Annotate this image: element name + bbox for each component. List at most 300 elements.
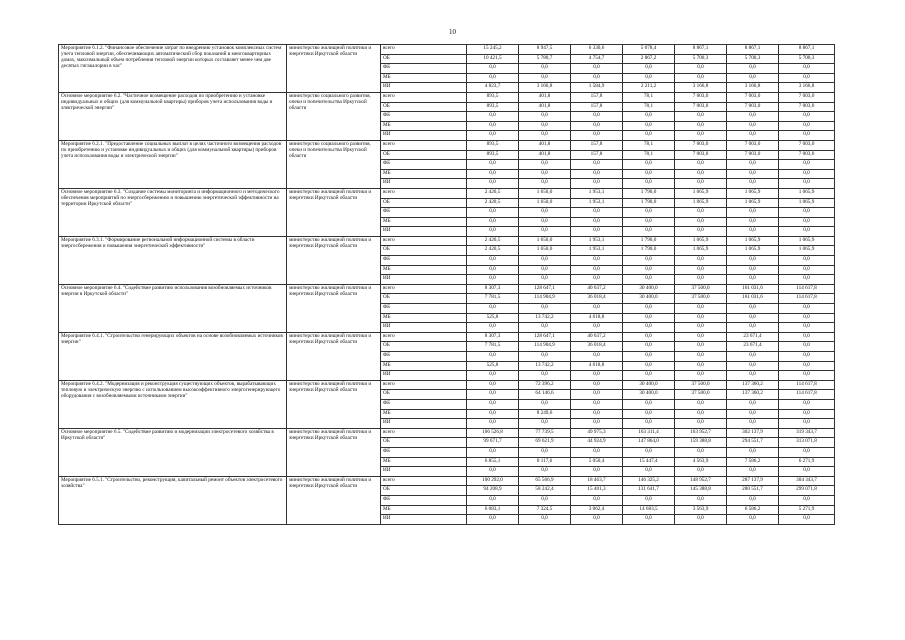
- amount-cell: 0,0: [779, 399, 835, 409]
- amount-cell: 1 065,9: [675, 246, 727, 256]
- amount-cell: 0,0: [675, 515, 727, 525]
- amount-cell: 1 065,9: [675, 188, 727, 198]
- amount-cell: 0,0: [727, 399, 779, 409]
- amount-cell: 893,5: [467, 92, 519, 102]
- amount-cell: 0,0: [779, 515, 835, 525]
- amount-cell: 0,0: [623, 304, 675, 314]
- amount-cell: 0,0: [623, 409, 675, 419]
- amount-cell: 0,0: [467, 73, 519, 83]
- amount-cell: 1 790,0: [623, 188, 675, 198]
- amount-cell: 0,0: [675, 208, 727, 218]
- amount-cell: 0,0: [727, 313, 779, 323]
- amount-cell: 0,0: [623, 73, 675, 83]
- amount-cell: 7 003,0: [727, 92, 779, 102]
- amount-cell: 78,1: [623, 150, 675, 160]
- amount-cell: 0,0: [675, 179, 727, 189]
- amount-cell: 7 003,0: [727, 140, 779, 150]
- responsible-executor: министерство социального развития, опеки и попечительства Иркутской области: [287, 92, 381, 140]
- amount-cell: 37 500,0: [675, 294, 727, 304]
- table-row: [59, 428, 835, 438]
- amount-cell: 0,0: [467, 121, 519, 131]
- amount-cell: 8 867,1: [675, 45, 727, 55]
- amount-cell: 128 647,1: [519, 332, 571, 342]
- budget-table: [58, 44, 835, 525]
- amount-cell: 0,0: [571, 265, 623, 275]
- amount-cell: 6 271,9: [779, 457, 835, 467]
- amount-cell: 37 500,0: [675, 284, 727, 294]
- funding-source: ФБ: [381, 399, 467, 409]
- amount-cell: 65 566,9: [519, 476, 571, 486]
- amount-cell: 0,0: [779, 342, 835, 352]
- amount-cell: 0,0: [519, 447, 571, 457]
- amount-cell: 4 618,8: [571, 361, 623, 371]
- amount-cell: 0,0: [571, 304, 623, 314]
- funding-source: ФБ: [381, 112, 467, 122]
- amount-cell: 78,1: [623, 92, 675, 102]
- amount-cell: 0,0: [467, 419, 519, 429]
- amount-cell: 8 307,3: [467, 332, 519, 342]
- amount-cell: 3 166,8: [675, 83, 727, 93]
- amount-cell: 5 700,3: [675, 54, 727, 64]
- funding-source: ОБ: [381, 390, 467, 400]
- amount-cell: 0,0: [623, 121, 675, 131]
- responsible-executor: министерство жилищной политики и энергетики Иркутской области: [287, 428, 381, 476]
- amount-cell: 1 065,9: [779, 198, 835, 208]
- amount-cell: 157,8: [571, 102, 623, 112]
- amount-cell: 0,0: [467, 208, 519, 218]
- amount-cell: 0,0: [727, 361, 779, 371]
- amount-cell: 1 650,0: [519, 198, 571, 208]
- amount-cell: 0,0: [675, 131, 727, 141]
- table-row: [59, 45, 835, 55]
- amount-cell: 0,0: [467, 447, 519, 457]
- amount-cell: 7 003,0: [727, 150, 779, 160]
- amount-cell: 0,0: [467, 169, 519, 179]
- amount-cell: 0,0: [623, 208, 675, 218]
- amount-cell: 0,0: [623, 323, 675, 333]
- measure-name: Мероприятие 6.2.1. "Предоставление социальных выплат в целях частичного возмещения расходов по приобретению и установке индивидуальных и общих (для коммунальной квартиры) приборов учета использования воды и электрической энергии": [59, 140, 287, 188]
- amount-cell: 0,0: [727, 169, 779, 179]
- amount-cell: 0,0: [727, 495, 779, 505]
- funding-source: ФБ: [381, 352, 467, 362]
- measure-name: Основное мероприятие 6.5. "Содействие развитию и модернизации электросетевого хозяйства в Иркутской области": [59, 428, 287, 476]
- amount-cell: 1 790,0: [623, 246, 675, 256]
- page-number: 10: [449, 28, 456, 36]
- funding-source: всего: [381, 236, 467, 246]
- amount-cell: 401,8: [519, 140, 571, 150]
- amount-cell: 5 700,3: [779, 54, 835, 64]
- amount-cell: 4 563,9: [675, 457, 727, 467]
- amount-cell: 0,0: [623, 131, 675, 141]
- amount-cell: 7 003,0: [779, 150, 835, 160]
- amount-cell: 0,0: [467, 409, 519, 419]
- amount-cell: 0,0: [623, 112, 675, 122]
- funding-source: МБ: [381, 361, 467, 371]
- amount-cell: 14 683,5: [623, 505, 675, 515]
- amount-cell: 0,0: [675, 399, 727, 409]
- amount-cell: 163 952,7: [675, 428, 727, 438]
- amount-cell: 1 065,9: [779, 236, 835, 246]
- amount-cell: 0,0: [571, 495, 623, 505]
- amount-cell: 0,0: [779, 227, 835, 237]
- amount-cell: 0,0: [675, 332, 727, 342]
- funding-source: ИИ: [381, 275, 467, 285]
- amount-cell: 0,0: [779, 447, 835, 457]
- amount-cell: 0,0: [519, 352, 571, 362]
- amount-cell: 157,8: [571, 140, 623, 150]
- table-row: [59, 140, 835, 150]
- funding-source: ОБ: [381, 486, 467, 496]
- amount-cell: 0,0: [623, 217, 675, 227]
- amount-cell: 30 400,0: [623, 284, 675, 294]
- amount-cell: 114 904,9: [519, 294, 571, 304]
- amount-cell: 7 324,5: [519, 505, 571, 515]
- amount-cell: 0,0: [623, 361, 675, 371]
- amount-cell: 0,0: [727, 275, 779, 285]
- amount-cell: 319 343,7: [779, 428, 835, 438]
- amount-cell: 4 823,7: [467, 83, 519, 93]
- amount-cell: 0,0: [467, 179, 519, 189]
- amount-cell: 0,0: [467, 217, 519, 227]
- amount-cell: 157,8: [571, 150, 623, 160]
- funding-source: всего: [381, 188, 467, 198]
- funding-source: МБ: [381, 409, 467, 419]
- funding-source: ФБ: [381, 447, 467, 457]
- amount-cell: 30 400,0: [623, 380, 675, 390]
- amount-cell: 128 647,1: [519, 284, 571, 294]
- amount-cell: 13 742,2: [519, 361, 571, 371]
- measure-name: Мероприятие 6.4.2. "Модернизация и реконструкция существующих объектов, вырабатывающих тепловую и электрическую энергию с использованием высокоэффективного энергогенерирующего оборудования с возобновляемыми источниками энергии": [59, 380, 287, 428]
- funding-source: ИИ: [381, 131, 467, 141]
- amount-cell: 0,0: [623, 515, 675, 525]
- amount-cell: 0,0: [779, 409, 835, 419]
- amount-cell: 0,0: [727, 447, 779, 457]
- amount-cell: 0,0: [519, 419, 571, 429]
- amount-cell: 0,0: [727, 467, 779, 477]
- amount-cell: 0,0: [675, 160, 727, 170]
- funding-source: ОБ: [381, 246, 467, 256]
- amount-cell: 0,0: [519, 371, 571, 381]
- responsible-executor: министерство жилищной политики и энергетики Иркутской области: [287, 476, 381, 524]
- amount-cell: 0,0: [467, 227, 519, 237]
- amount-cell: 37 500,0: [675, 380, 727, 390]
- amount-cell: 0,0: [779, 467, 835, 477]
- amount-cell: 0,0: [779, 419, 835, 429]
- amount-cell: 0,0: [779, 73, 835, 83]
- amount-cell: 30 400,0: [623, 294, 675, 304]
- amount-cell: 8 249,6: [519, 409, 571, 419]
- funding-source: МБ: [381, 457, 467, 467]
- amount-cell: 1 650,0: [519, 246, 571, 256]
- amount-cell: 114 904,9: [519, 342, 571, 352]
- amount-cell: 0,0: [779, 160, 835, 170]
- funding-source: ФБ: [381, 208, 467, 218]
- amount-cell: 78,1: [623, 102, 675, 112]
- funding-source: МБ: [381, 265, 467, 275]
- responsible-executor: министерство жилищной политики и энергетики Иркутской области: [287, 45, 381, 93]
- amount-cell: 0,0: [727, 208, 779, 218]
- amount-cell: 0,0: [675, 467, 727, 477]
- amount-cell: 6 083,1: [467, 505, 519, 515]
- amount-cell: 1 065,9: [727, 236, 779, 246]
- amount-cell: 0,0: [571, 409, 623, 419]
- amount-cell: 137 360,2: [727, 380, 779, 390]
- amount-cell: 0,0: [571, 515, 623, 525]
- amount-cell: 0,0: [727, 323, 779, 333]
- amount-cell: 0,0: [623, 399, 675, 409]
- table-row: [59, 236, 835, 246]
- amount-cell: 0,0: [519, 131, 571, 141]
- amount-cell: 8 947,5: [519, 45, 571, 55]
- amount-cell: 0,0: [779, 131, 835, 141]
- amount-cell: 94 208,9: [467, 486, 519, 496]
- amount-cell: 0,0: [467, 265, 519, 275]
- amount-cell: 0,0: [727, 265, 779, 275]
- amount-cell: 2 420,5: [467, 188, 519, 198]
- amount-cell: 1 065,9: [675, 198, 727, 208]
- amount-cell: 0,0: [571, 256, 623, 266]
- amount-cell: 148 952,7: [675, 476, 727, 486]
- amount-cell: 0,0: [519, 265, 571, 275]
- table-row: [59, 476, 835, 486]
- amount-cell: 8 867,1: [779, 45, 835, 55]
- measure-name: Основное мероприятие 6.3. "Создание системы мониторинга и информационного и методического обеспечения мероприятий по энергосбережению и повышению энергетической эффективности на территории Иркутской области": [59, 188, 287, 236]
- amount-cell: 0,0: [571, 275, 623, 285]
- amount-cell: 0,0: [467, 131, 519, 141]
- amount-cell: 0,0: [727, 64, 779, 74]
- amount-cell: 0,0: [467, 323, 519, 333]
- table-row: [59, 380, 835, 390]
- amount-cell: 401,8: [519, 102, 571, 112]
- funding-source: всего: [381, 476, 467, 486]
- amount-cell: 137 360,2: [727, 390, 779, 400]
- funding-source: ОБ: [381, 198, 467, 208]
- amount-cell: 7 586,2: [727, 457, 779, 467]
- amount-cell: 0,0: [623, 352, 675, 362]
- amount-cell: 299 071,8: [779, 486, 835, 496]
- responsible-executor: министерство жилищной политики и энергетики Иркутской области: [287, 284, 381, 332]
- amount-cell: 401,8: [519, 92, 571, 102]
- amount-cell: 4 754,7: [571, 54, 623, 64]
- amount-cell: 18 463,7: [571, 476, 623, 486]
- amount-cell: 294 551,7: [727, 438, 779, 448]
- amount-cell: 0,0: [779, 265, 835, 275]
- amount-cell: 72 396,2: [519, 380, 571, 390]
- funding-source: ОБ: [381, 438, 467, 448]
- amount-cell: 0,0: [675, 121, 727, 131]
- funding-source: ОБ: [381, 294, 467, 304]
- amount-cell: 0,0: [675, 64, 727, 74]
- measure-name: Мероприятие 6.5.1. "Строительство, реконструкция, капитальный ремонт объектов электросетевого хозяйства": [59, 476, 287, 524]
- amount-cell: 0,0: [519, 169, 571, 179]
- funding-source: ИИ: [381, 83, 467, 93]
- amount-cell: 0,0: [727, 419, 779, 429]
- amount-cell: 0,0: [519, 217, 571, 227]
- amount-cell: 40 637,2: [571, 332, 623, 342]
- amount-cell: 0,0: [519, 275, 571, 285]
- amount-cell: 0,0: [623, 342, 675, 352]
- amount-cell: 0,0: [779, 371, 835, 381]
- amount-cell: 280 551,7: [727, 486, 779, 496]
- amount-cell: 0,0: [571, 352, 623, 362]
- amount-cell: 0,0: [467, 275, 519, 285]
- table-body: [59, 45, 835, 525]
- amount-cell: 0,0: [675, 352, 727, 362]
- amount-cell: 0,0: [571, 131, 623, 141]
- amount-cell: 0,0: [727, 131, 779, 141]
- responsible-executor: министерство жилищной политики и энергетики Иркутской области: [287, 380, 381, 428]
- funding-source: ОБ: [381, 54, 467, 64]
- amount-cell: 0,0: [727, 352, 779, 362]
- funding-source: МБ: [381, 505, 467, 515]
- amount-cell: 0,0: [519, 495, 571, 505]
- amount-cell: 313 071,8: [779, 438, 835, 448]
- amount-cell: 0,0: [623, 447, 675, 457]
- funding-source: ФБ: [381, 495, 467, 505]
- amount-cell: 7 003,0: [727, 102, 779, 112]
- amount-cell: 8 307,3: [467, 284, 519, 294]
- amount-cell: 37 500,0: [675, 390, 727, 400]
- amount-cell: 0,0: [467, 304, 519, 314]
- amount-cell: 159 388,8: [675, 438, 727, 448]
- funding-source: МБ: [381, 217, 467, 227]
- amount-cell: 8 867,1: [727, 45, 779, 55]
- amount-cell: 0,0: [675, 409, 727, 419]
- amount-cell: 78,1: [623, 140, 675, 150]
- amount-cell: 106 526,8: [467, 428, 519, 438]
- funding-source: всего: [381, 140, 467, 150]
- amount-cell: 0,0: [623, 256, 675, 266]
- amount-cell: 0,0: [779, 179, 835, 189]
- amount-cell: 161 031,6: [727, 284, 779, 294]
- amount-cell: 0,0: [727, 227, 779, 237]
- amount-cell: 0,0: [779, 495, 835, 505]
- amount-cell: 2 420,5: [467, 236, 519, 246]
- amount-cell: 5 050,4: [571, 457, 623, 467]
- amount-cell: 0,0: [727, 515, 779, 525]
- funding-source: МБ: [381, 73, 467, 83]
- amount-cell: 58 242,4: [519, 486, 571, 496]
- amount-cell: 1 065,9: [779, 246, 835, 256]
- funding-source: ФБ: [381, 160, 467, 170]
- amount-cell: 0,0: [519, 160, 571, 170]
- amount-cell: 1 584,9: [571, 83, 623, 93]
- amount-cell: 0,0: [571, 179, 623, 189]
- amount-cell: 0,0: [779, 208, 835, 218]
- amount-cell: 0,0: [571, 73, 623, 83]
- amount-cell: 0,0: [779, 332, 835, 342]
- amount-cell: 0,0: [779, 64, 835, 74]
- funding-source: МБ: [381, 313, 467, 323]
- amount-cell: 0,0: [467, 256, 519, 266]
- funding-source: ИИ: [381, 419, 467, 429]
- amount-cell: 5 780,7: [519, 54, 571, 64]
- amount-cell: 0,0: [675, 371, 727, 381]
- funding-source: МБ: [381, 121, 467, 131]
- amount-cell: 15 245,2: [467, 45, 519, 55]
- amount-cell: 0,0: [675, 313, 727, 323]
- funding-source: ИИ: [381, 467, 467, 477]
- amount-cell: 30 400,0: [623, 390, 675, 400]
- amount-cell: 0,0: [623, 265, 675, 275]
- funding-source: МБ: [381, 169, 467, 179]
- amount-cell: 3 166,8: [727, 83, 779, 93]
- amount-cell: 7 781,5: [467, 294, 519, 304]
- amount-cell: 0,0: [519, 399, 571, 409]
- amount-cell: 0,0: [727, 409, 779, 419]
- funding-source: ИИ: [381, 179, 467, 189]
- funding-source: ИИ: [381, 323, 467, 333]
- amount-cell: 893,5: [467, 140, 519, 150]
- amount-cell: 2 420,5: [467, 198, 519, 208]
- amount-cell: 0,0: [571, 380, 623, 390]
- amount-cell: 8 117,6: [519, 457, 571, 467]
- amount-cell: 0,0: [727, 179, 779, 189]
- amount-cell: 3 062,4: [571, 505, 623, 515]
- amount-cell: 49 975,3: [571, 428, 623, 438]
- amount-cell: 0,0: [727, 217, 779, 227]
- amount-cell: 131 641,7: [623, 486, 675, 496]
- amount-cell: 0,0: [571, 447, 623, 457]
- amount-cell: 0,0: [675, 419, 727, 429]
- amount-cell: 0,0: [623, 495, 675, 505]
- amount-cell: 77 739,5: [519, 428, 571, 438]
- amount-cell: 0,0: [623, 419, 675, 429]
- amount-cell: 36 018,4: [571, 342, 623, 352]
- amount-cell: 0,0: [467, 467, 519, 477]
- amount-cell: 0,0: [779, 256, 835, 266]
- amount-cell: 0,0: [675, 361, 727, 371]
- amount-cell: 0,0: [519, 179, 571, 189]
- amount-cell: 10 421,5: [467, 54, 519, 64]
- amount-cell: 6 586,2: [727, 505, 779, 515]
- funding-source: ФБ: [381, 304, 467, 314]
- amount-cell: 304 343,7: [779, 476, 835, 486]
- responsible-executor: министерство жилищной политики и энергетики Иркутской области: [287, 332, 381, 380]
- amount-cell: 0,0: [571, 160, 623, 170]
- amount-cell: 0,0: [519, 467, 571, 477]
- amount-cell: 0,0: [571, 217, 623, 227]
- amount-cell: 1 953,1: [571, 236, 623, 246]
- amount-cell: 1 065,9: [727, 198, 779, 208]
- funding-source: всего: [381, 332, 467, 342]
- amount-cell: 0,0: [623, 313, 675, 323]
- amount-cell: 163 311,4: [623, 428, 675, 438]
- amount-cell: 0,0: [779, 361, 835, 371]
- funding-source: ОБ: [381, 342, 467, 352]
- funding-source: ФБ: [381, 256, 467, 266]
- amount-cell: 1 650,0: [519, 188, 571, 198]
- amount-cell: 0,0: [519, 73, 571, 83]
- amount-cell: 1 650,0: [519, 236, 571, 246]
- amount-cell: 157,8: [571, 92, 623, 102]
- table-row: [59, 332, 835, 342]
- measure-name: Основное мероприятие 6.4. "Содействие развитию использования возобновляемых источников энергии в Иркутской области": [59, 284, 287, 332]
- amount-cell: 7 003,0: [779, 92, 835, 102]
- amount-cell: 3 166,8: [519, 83, 571, 93]
- amount-cell: 7 003,0: [675, 140, 727, 150]
- amount-cell: 147 864,0: [623, 438, 675, 448]
- amount-cell: 36 018,4: [571, 294, 623, 304]
- amount-cell: 0,0: [675, 169, 727, 179]
- amount-cell: 0,0: [519, 112, 571, 122]
- amount-cell: 0,0: [571, 390, 623, 400]
- amount-cell: 6 330,6: [571, 45, 623, 55]
- amount-cell: 2 867,2: [623, 54, 675, 64]
- amount-cell: 3 563,9: [675, 505, 727, 515]
- amount-cell: 114 617,8: [779, 380, 835, 390]
- amount-cell: 0,0: [675, 227, 727, 237]
